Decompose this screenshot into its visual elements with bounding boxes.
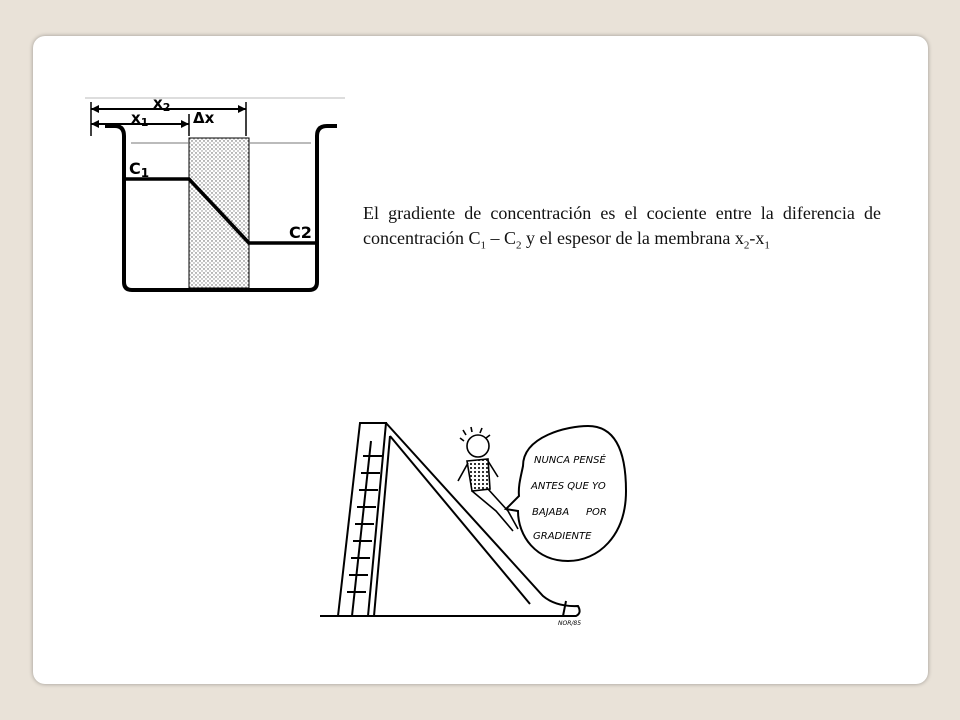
slide-cartoon: [318, 411, 628, 636]
boy-figure: [458, 427, 518, 531]
delta-x-label: Δx: [193, 109, 215, 127]
concentration-diagram: [83, 96, 348, 296]
ladder: [338, 423, 390, 616]
c2-label: C2: [289, 223, 312, 242]
speech-line-4: GRADIENTE: [533, 531, 592, 542]
x1-label: $x_1$: [131, 109, 149, 129]
c1-label: C1: [129, 159, 150, 180]
speech-line-3b: POR: [586, 507, 607, 518]
artist-signature: NOR/85: [558, 620, 582, 627]
slide: [33, 36, 928, 684]
gradient-definition-text: El gradiente de concentración es el cociente entre la diferencia de concentración $C_1 - C_2$ y el espesor de la membrana $x_2-x_1$: [363, 203, 881, 252]
speech-line-3a: BAJABA: [532, 507, 570, 518]
speech-line-2: ANTES QUE YO: [531, 481, 606, 492]
x2-label: $x_2$: [153, 96, 171, 114]
speech-line-1: NUNCA PENSÉ: [534, 455, 606, 466]
